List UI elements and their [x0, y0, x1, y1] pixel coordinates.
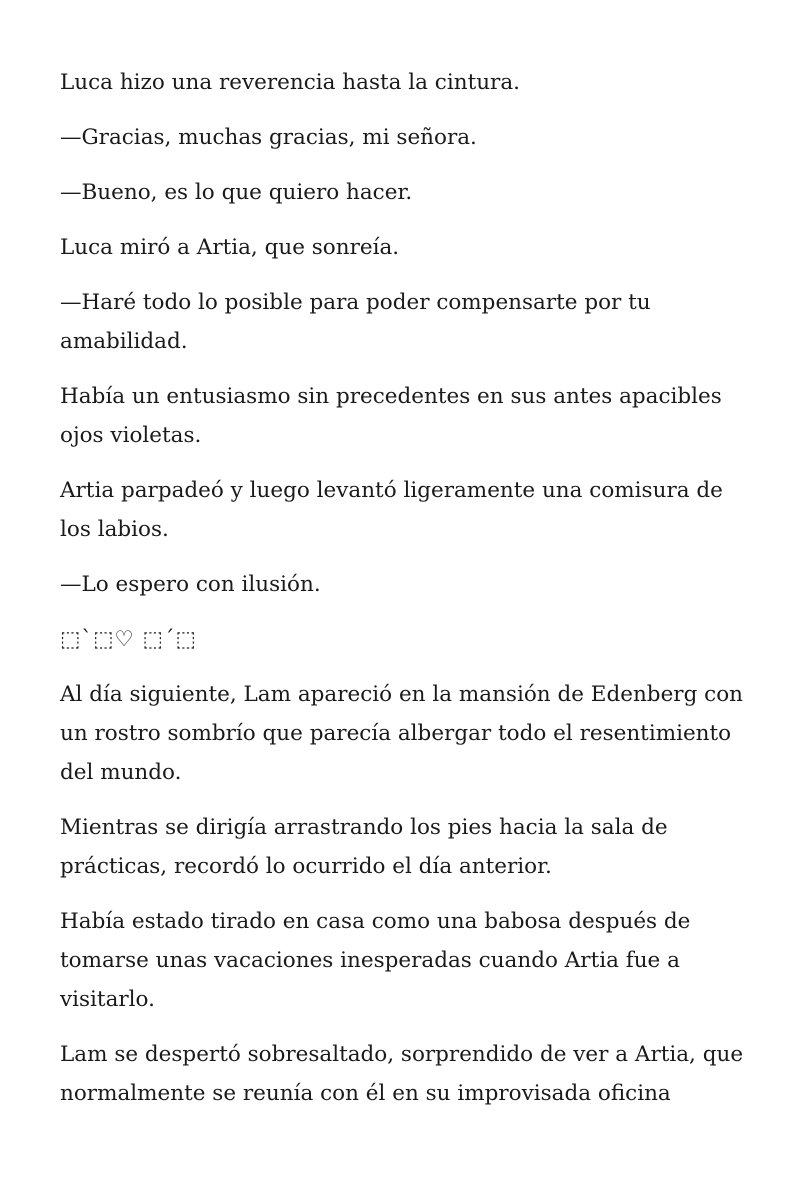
paragraph-2: —Gracias, muchas gracias, mi señora. — [60, 125, 477, 150]
paragraph-1: Luca hizo una reverencia hasta la cintura. — [60, 70, 520, 95]
paragraph-6: Había un entusiasmo sin precedentes en sus antes apacibles ojos violetas. — [60, 384, 722, 448]
paragraph-5: —Haré todo lo posible para poder compensarte por tu amabilidad. — [60, 290, 651, 354]
paragraph-8: —Lo espero con ilusión. — [60, 572, 321, 597]
document-page — [60, 63, 750, 1129]
paragraph-3: —Bueno, es lo que quiero hacer. — [60, 180, 413, 205]
paragraph-4: Luca miró a Artia, que sonreía. — [60, 235, 400, 260]
paragraph-11: Había estado tirado en casa como una babosa después de tomarse unas vacaciones inesperadas cuando Artia fue a visitarlo. — [60, 909, 691, 1012]
scene-divider: ⬚`⬚♡ ⬚´⬚ — [60, 627, 197, 652]
paragraph-12: Lam se despertó sobresaltado, sorprendido de ver a Artia, que normalmente se reunía con él en su improvisada oficina — [60, 1042, 744, 1106]
paragraph-7: Artia parpadeó y luego levantó ligeramente una comisura de los labios. — [60, 478, 723, 542]
paragraph-10: Mientras se dirigía arrastrando los pies hacia la sala de prácticas, recordó lo ocurrido el día anterior. — [60, 815, 668, 879]
paragraph-9: Al día siguiente, Lam apareció en la mansión de Edenberg con un rostro sombrío que parecía albergar todo el resentimiento del mundo. — [60, 682, 744, 785]
